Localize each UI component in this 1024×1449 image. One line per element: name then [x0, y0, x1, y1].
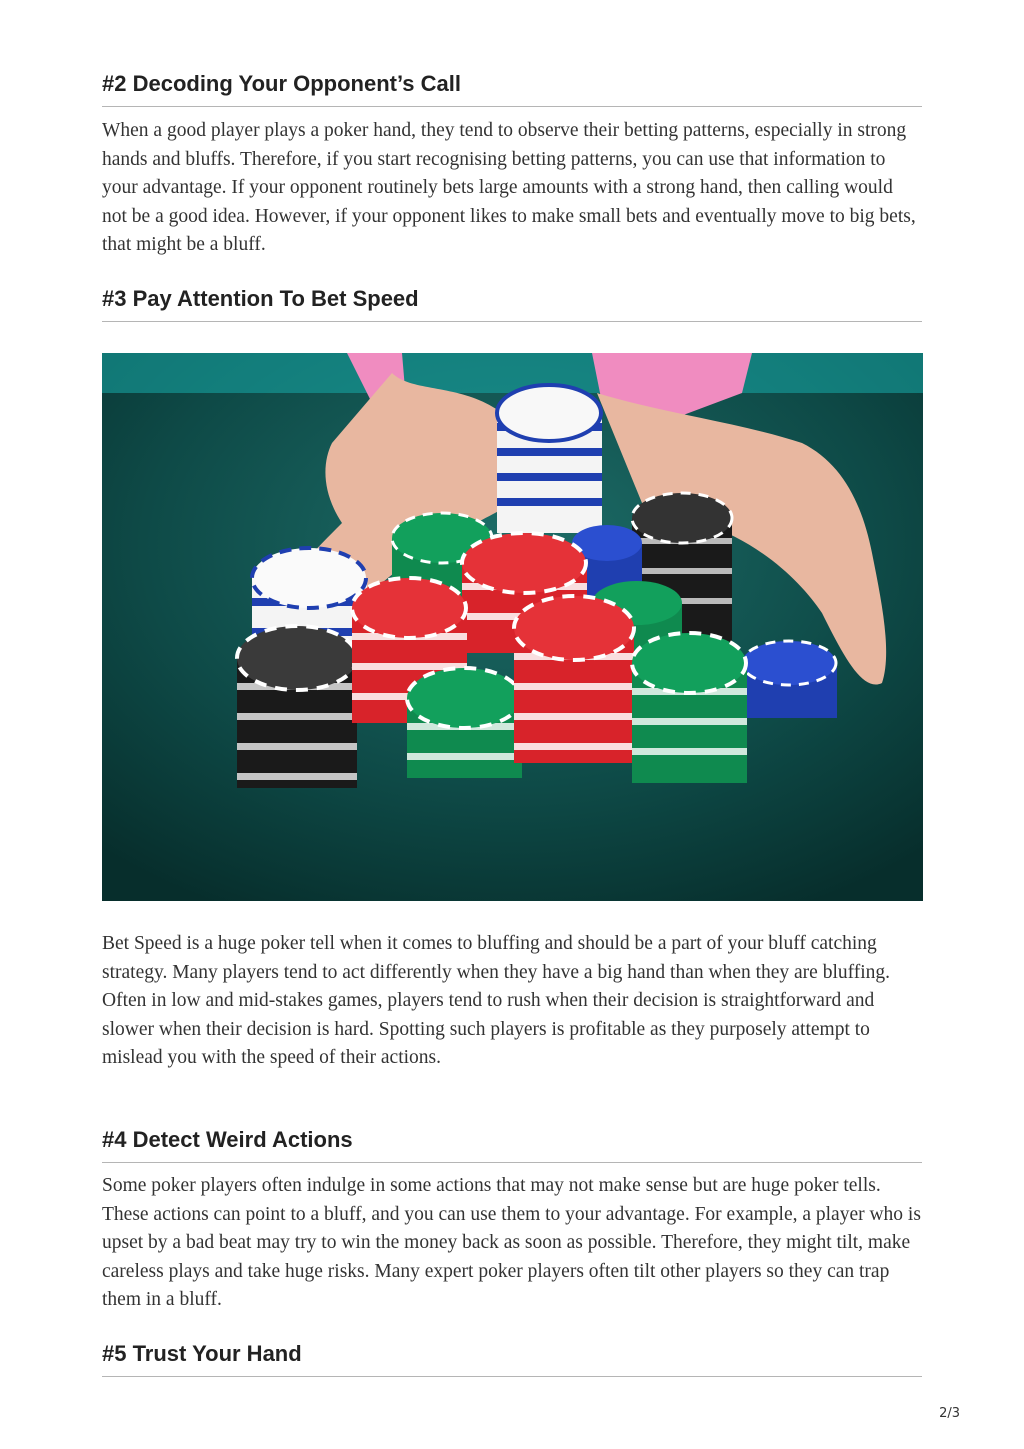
section-heading-bet-speed: #3 Pay Attention To Bet Speed: [102, 285, 922, 322]
section-heading-trust-hand: #5 Trust Your Hand: [102, 1340, 922, 1377]
chip-stack-green-front: [407, 668, 522, 778]
chip-stack-green-front-right: [632, 633, 747, 783]
section-body-bet-speed: Bet Speed is a huge poker tell when it comes to bluffing and should be a part of your bluff catching strategy. Many players tend to act differently when they have a big hand than when they are bluffing. Often in low and mid-stakes games, players tend to rush when their decision is straightforward and slower when their decision is hard. Spotting such players is profitable as they purposely attempt to mislead you with the speed of their actions.: [102, 933, 891, 1068]
chip-stack-blue-right: [742, 641, 837, 718]
chip-stack-black-front-left: [237, 626, 357, 788]
section-heading-decoding-call: #2 Decoding Your Opponent’s Call: [102, 70, 922, 107]
chip-stack-back-white-blue: [497, 385, 602, 533]
section-heading-weird-actions: #4 Detect Weird Actions: [102, 1126, 922, 1163]
poker-chips-illustration: [102, 353, 923, 901]
poker-chips-photo: [102, 353, 923, 901]
page-number: 2/3: [939, 1406, 960, 1421]
chip-stack-red-front-center: [514, 596, 634, 763]
section-body-weird-actions: Some poker players often indulge in some actions that may not make sense but are huge poker tells. These actions can point to a bluff, and you can use them to your advantage. For example, a player who is upset by a bad beat may try to win the money back as soon as possible. Therefore, they might tilt, make careless plays and take huge risks. Many expert poker players often tilt other players so they can trap them in a bluff.: [102, 1175, 921, 1310]
section-body-decoding-call: When a good player plays a poker hand, they tend to observe their betting patterns, especially in strong hands and bluffs. Therefore, if you start recognising betting patterns, you can use that information to your advantage. If your opponent routinely bets large amounts with a strong hand, then calling would not be a good idea. However, if your opponent likes to make small bets and eventually move to big bets, that might be a bluff.: [102, 120, 916, 255]
